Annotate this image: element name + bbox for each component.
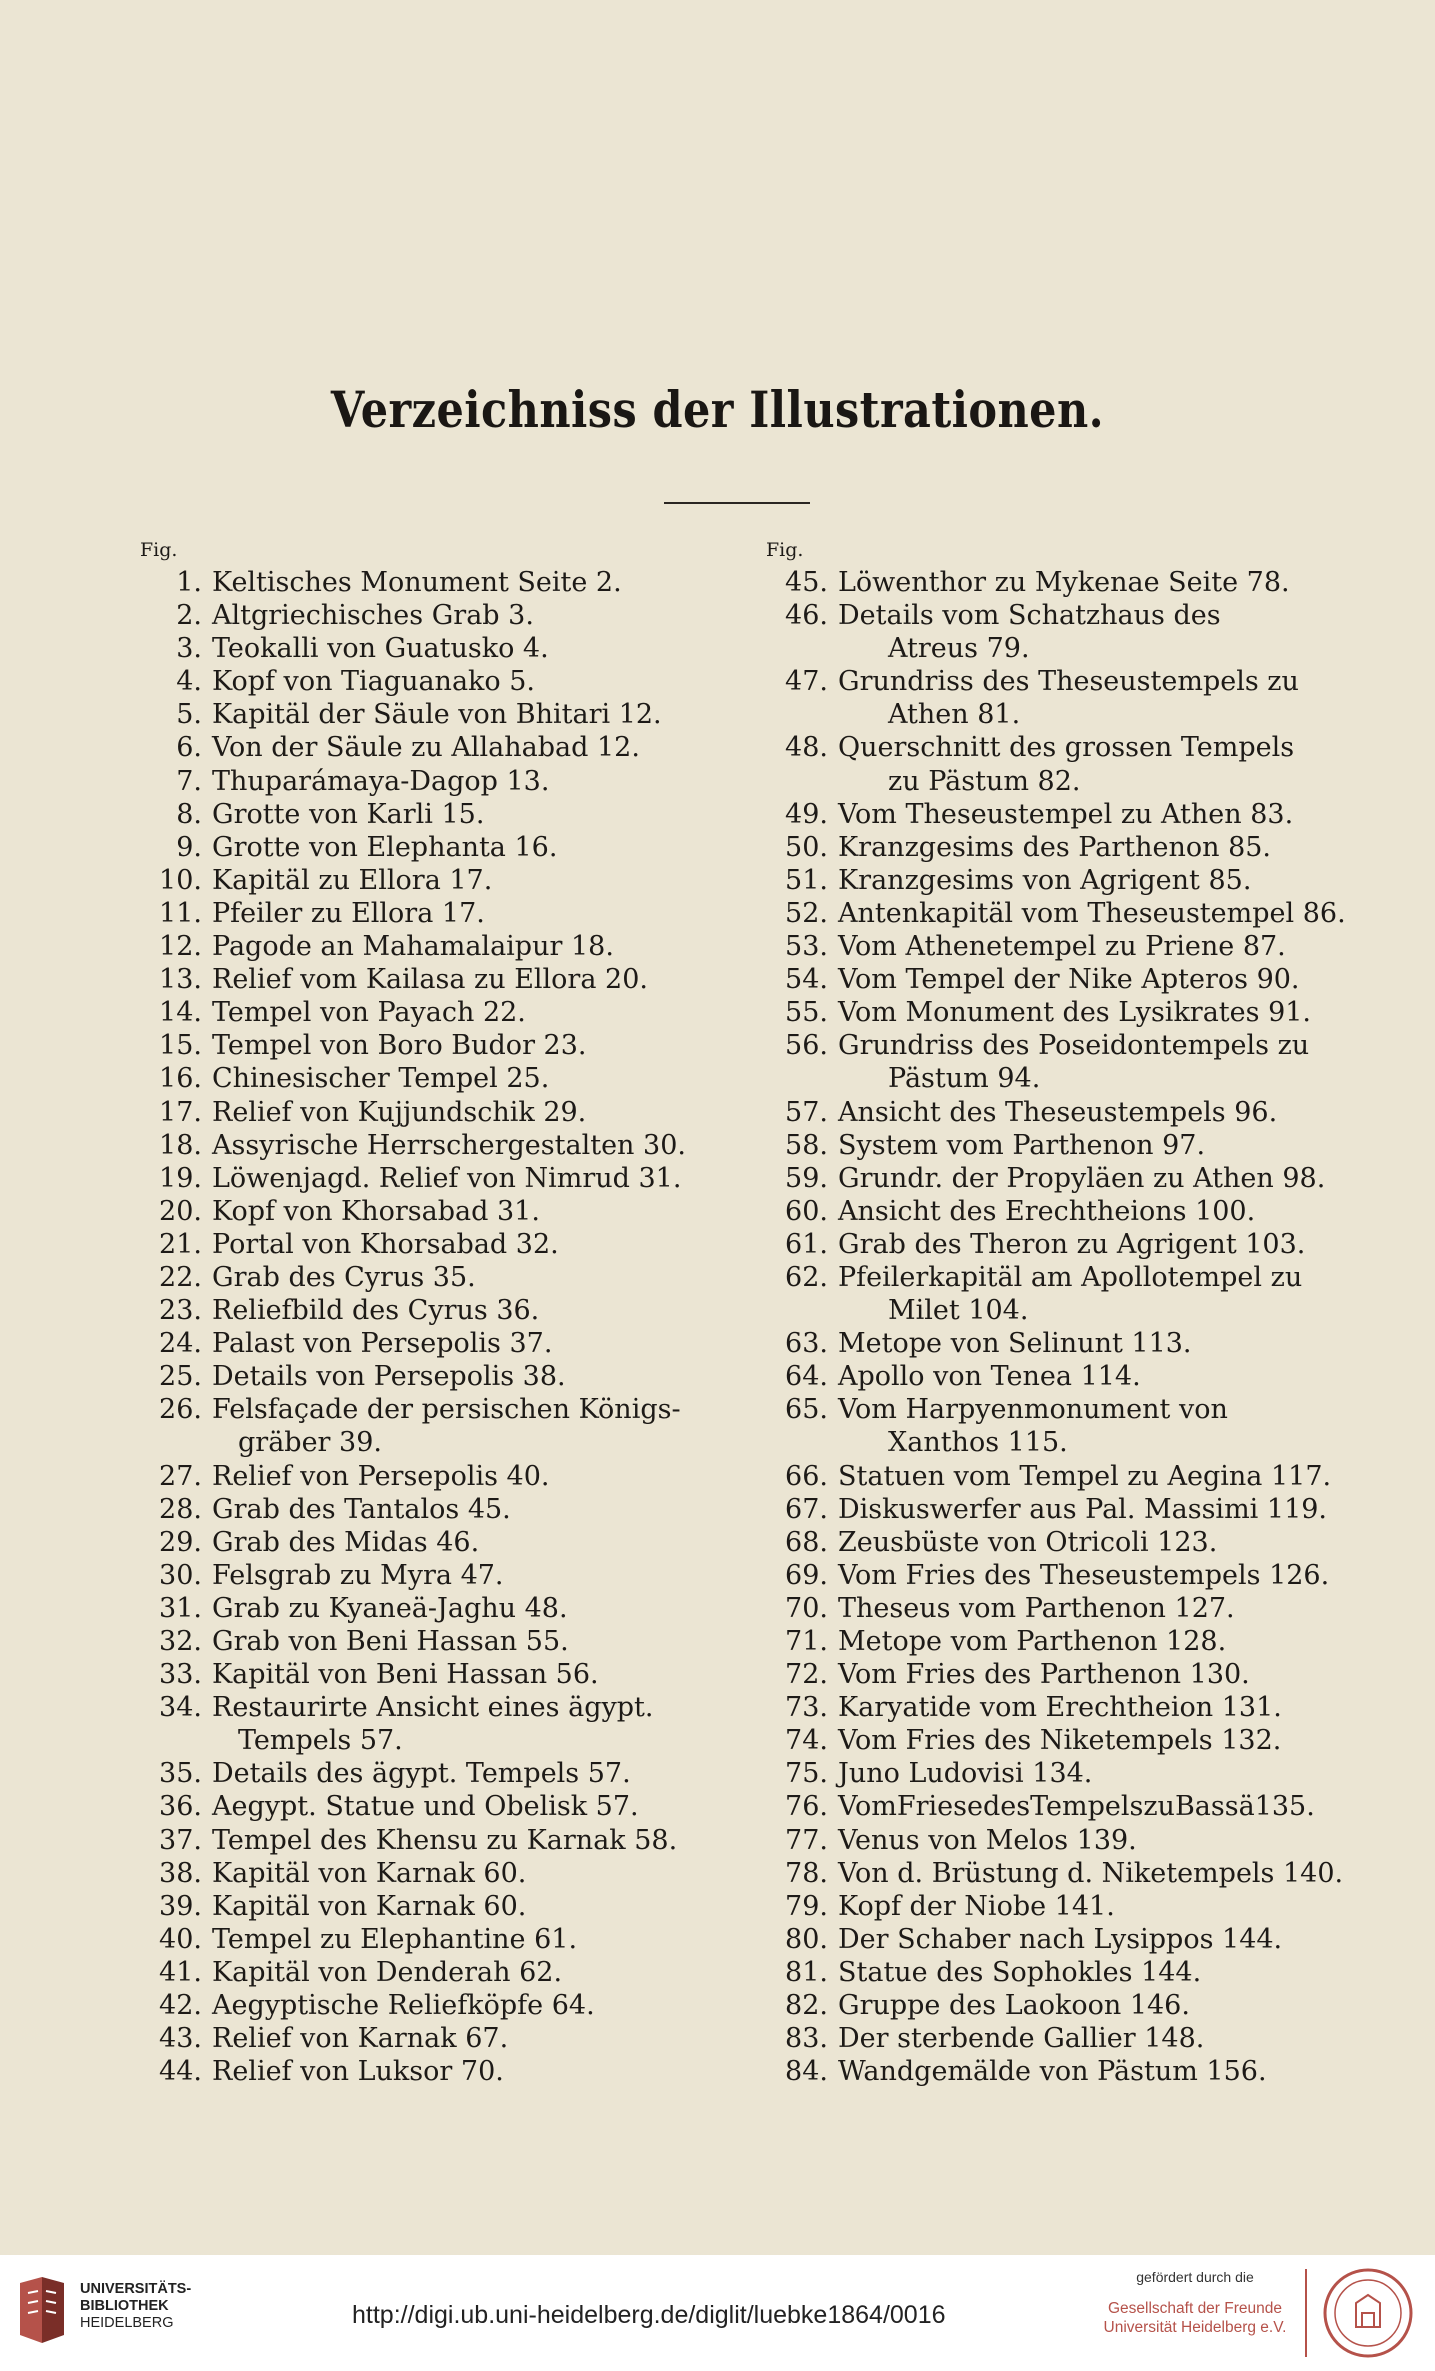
figure-number: 20. xyxy=(159,1195,202,1227)
figure-number: 5. xyxy=(176,699,202,731)
figure-number: 55. xyxy=(785,997,828,1029)
figure-number: 37. xyxy=(159,1824,202,1856)
figure-entry xyxy=(766,1724,1346,1757)
figure-number: 73. xyxy=(785,1692,828,1724)
figure-title: Vom Tempel der Nike Apteros 90. xyxy=(838,964,1300,996)
figure-entry xyxy=(766,1691,1346,1724)
figure-number: 63. xyxy=(785,1328,828,1360)
figure-entry xyxy=(766,864,1346,897)
figure-title: Theseus vom Parthenon 127. xyxy=(838,1592,1235,1624)
sponsor-divider xyxy=(1305,2269,1307,2357)
figure-number: 29. xyxy=(159,1526,202,1558)
figure-number: 33. xyxy=(159,1659,202,1691)
figure-title: Pfeiler zu Ellora 17. xyxy=(212,897,485,929)
figure-entry xyxy=(140,1658,730,1691)
figure-entry xyxy=(140,1989,730,2022)
figure-entry xyxy=(766,1757,1346,1790)
figure-number: 12. xyxy=(159,931,202,963)
fig-label-right: Fig. xyxy=(766,539,804,561)
figure-number: 43. xyxy=(159,2023,202,2055)
figure-number: 9. xyxy=(176,831,202,863)
figure-title: Altgriechisches Grab 3. xyxy=(212,600,534,632)
figure-number: 24. xyxy=(159,1328,202,1360)
figure-title: Details vom Schatzhaus des xyxy=(838,600,1221,632)
figure-entry xyxy=(140,1460,730,1493)
figure-title: Teokalli von Guatusko 4. xyxy=(212,633,549,665)
figure-number: 22. xyxy=(159,1261,202,1293)
university-library-logo-icon xyxy=(14,2273,70,2347)
figure-number: 23. xyxy=(159,1295,202,1327)
figure-number: 57. xyxy=(785,1096,828,1128)
university-seal-icon xyxy=(1322,2267,1414,2359)
figure-entry xyxy=(766,1195,1346,1228)
sponsor-block xyxy=(1100,2269,1290,2337)
figure-title: System vom Parthenon 97. xyxy=(838,1129,1206,1161)
figure-number: 40. xyxy=(159,1923,202,1955)
figure-title: Diskuswerfer aus Pal. Massimi 119. xyxy=(838,1493,1328,1525)
figure-entry xyxy=(766,1228,1346,1261)
figure-number: 80. xyxy=(785,1923,828,1955)
figure-title: Vom Fries des Theseustempels 126. xyxy=(838,1559,1330,1591)
figure-entry xyxy=(766,1989,1346,2022)
figure-title: Grundriss des Theseustempels zu xyxy=(838,666,1299,698)
figure-entry xyxy=(766,1129,1346,1162)
figure-entry xyxy=(140,798,730,831)
sponsor-line-2: Universität Heidelberg e.V. xyxy=(1103,2319,1287,2336)
figure-title: Aegypt. Statue und Obelisk 57. xyxy=(212,1791,639,1823)
figure-title: Tempel des Khensu zu Karnak 58. xyxy=(212,1824,678,1856)
right-column xyxy=(766,538,1346,2088)
figure-number: 66. xyxy=(785,1460,828,1492)
figure-number: 26. xyxy=(159,1394,202,1426)
title-rule xyxy=(664,502,810,504)
figure-title: Ansicht des Erechtheions 100. xyxy=(838,1195,1256,1227)
figure-title: Statuen vom Tempel zu Aegina 117. xyxy=(838,1460,1332,1492)
figure-number: 53. xyxy=(785,931,828,963)
figure-title-continuation: Xanthos 115. xyxy=(888,1427,1068,1459)
figure-number: 42. xyxy=(159,1990,202,2022)
figure-title: Vom Fries des Niketempels 132. xyxy=(838,1725,1282,1757)
figure-number: 14. xyxy=(159,997,202,1029)
figure-entry xyxy=(140,1526,730,1559)
figure-title: Grundr. der Propyläen zu Athen 98. xyxy=(838,1162,1326,1194)
figure-title: Thuparámaya-Dagop 13. xyxy=(212,765,550,797)
figure-title: Metope von Selinunt 113. xyxy=(838,1328,1192,1360)
figure-number: 74. xyxy=(785,1725,828,1757)
figure-number: 7. xyxy=(176,765,202,797)
figure-number: 79. xyxy=(785,1890,828,1922)
figure-entry xyxy=(766,1923,1346,1956)
figure-entry xyxy=(140,1857,730,1890)
figure-number: 46. xyxy=(785,600,828,632)
figure-number: 6. xyxy=(176,732,202,764)
figure-number: 45. xyxy=(785,567,828,598)
figure-title: Vom Monument des Lysikrates 91. xyxy=(838,997,1312,1029)
figure-number: 81. xyxy=(785,1956,828,1988)
figure-title: Vom Fries des Parthenon 130. xyxy=(838,1659,1250,1691)
figure-title: Wandgemälde von Pästum 156. xyxy=(838,2056,1267,2088)
figure-number: 67. xyxy=(785,1493,828,1525)
figure-number: 28. xyxy=(159,1493,202,1525)
figure-title: Ansicht des Theseustempels 96. xyxy=(838,1096,1278,1128)
figure-entry xyxy=(140,632,730,665)
figure-entry xyxy=(766,1493,1346,1526)
figure-title: Portal von Khorsabad 32. xyxy=(212,1228,559,1260)
figure-entry xyxy=(140,1592,730,1625)
figure-title: Antenkapitäl vom Theseustempel 86. xyxy=(838,897,1346,929)
figure-title: Grundriss des Poseidontempels zu xyxy=(838,1030,1310,1062)
figure-number: 21. xyxy=(159,1228,202,1260)
figure-entry xyxy=(140,1757,730,1790)
figure-number: 15. xyxy=(159,1030,202,1062)
figure-title: Restaurirte Ansicht eines ägypt. xyxy=(212,1692,654,1724)
figure-title: Vom Athenetempel zu Priene 87. xyxy=(838,931,1286,963)
figure-title: Löwenjagd. Relief von Nimrud 31. xyxy=(212,1162,682,1194)
sponsor-line-1: Gesellschaft der Freunde xyxy=(1107,2300,1283,2317)
figure-title: Palast von Persepolis 37. xyxy=(212,1328,553,1360)
figure-entry xyxy=(140,1062,730,1095)
figure-title: Keltisches Monument Seite 2. xyxy=(212,567,622,598)
figure-number: 76. xyxy=(785,1791,828,1823)
figure-title: Chinesischer Tempel 25. xyxy=(212,1063,550,1095)
figure-title: Karyatide vom Erechtheion 131. xyxy=(838,1692,1282,1724)
figure-number: 39. xyxy=(159,1890,202,1922)
figure-entry xyxy=(766,1261,1346,1294)
figure-entry xyxy=(140,1261,730,1294)
figure-number: 31. xyxy=(159,1592,202,1624)
figure-number: 54. xyxy=(785,964,828,996)
figure-title: Der sterbende Gallier 148. xyxy=(838,2023,1205,2055)
figure-title: Details von Persepolis 38. xyxy=(212,1361,566,1393)
figure-number: 17. xyxy=(159,1096,202,1128)
figure-number: 60. xyxy=(785,1195,828,1227)
uni-line-1: UNIVERSITÄTS- xyxy=(80,2281,192,2297)
figure-title: Von der Säule zu Allahabad 12. xyxy=(212,732,640,764)
figure-entry xyxy=(766,1162,1346,1195)
figure-title: Relief von Persepolis 40. xyxy=(212,1460,550,1492)
figure-entry xyxy=(766,1029,1346,1062)
figure-title: Grab des Tantalos 45. xyxy=(212,1493,511,1525)
figure-entry xyxy=(140,1923,730,1956)
figure-entry xyxy=(140,665,730,698)
figure-entry xyxy=(766,665,1346,698)
figure-entry xyxy=(140,765,730,798)
figure-entry xyxy=(766,1890,1346,1923)
figure-title: Kapitäl von Karnak 60. xyxy=(212,1857,527,1889)
figure-number: 52. xyxy=(785,897,828,929)
figure-number: 2. xyxy=(176,600,202,632)
figure-entry xyxy=(140,1162,730,1195)
figure-number: 69. xyxy=(785,1559,828,1591)
figure-entry xyxy=(766,731,1346,764)
figure-number: 35. xyxy=(159,1758,202,1790)
figure-entry xyxy=(140,1824,730,1857)
figure-entry xyxy=(766,1824,1346,1857)
figure-title-continuation: Milet 104. xyxy=(888,1295,1029,1327)
figure-number: 77. xyxy=(785,1824,828,1856)
figure-title: Von d. Brüstung d. Niketempels 140. xyxy=(838,1857,1344,1889)
figure-number: 68. xyxy=(785,1526,828,1558)
figure-title: Kopf der Niobe 141. xyxy=(838,1890,1115,1922)
figure-entry xyxy=(140,930,730,963)
figure-entry xyxy=(140,2022,730,2055)
figure-title: Pagode an Mahamalaipur 18. xyxy=(212,931,614,963)
footer-bar xyxy=(0,2255,1435,2371)
figure-entry xyxy=(140,1228,730,1261)
figure-title: Zeusbüste von Otricoli 123. xyxy=(838,1526,1218,1558)
figure-number: 18. xyxy=(159,1129,202,1161)
figure-title: Felsfaçade der persischen Königs- xyxy=(212,1394,681,1426)
figure-title: Venus von Melos 139. xyxy=(838,1824,1137,1856)
figure-number: 8. xyxy=(176,798,202,830)
figure-title: Metope vom Parthenon 128. xyxy=(838,1626,1227,1657)
figure-entry xyxy=(766,1790,1346,1823)
figure-entry xyxy=(766,1956,1346,1989)
figure-title: Tempel von Boro Budor 23. xyxy=(212,1030,587,1062)
fig-label-left: Fig. xyxy=(140,539,178,561)
figure-entry xyxy=(766,1327,1346,1360)
figure-title: Vom Harpyenmonument von xyxy=(838,1394,1228,1426)
figure-title: Grab des Midas 46. xyxy=(212,1526,480,1558)
figure-title: Tempel von Payach 22. xyxy=(212,997,526,1029)
figure-entry xyxy=(140,1691,730,1724)
uni-line-3: HEIDELBERG xyxy=(80,2315,174,2331)
figure-entry xyxy=(140,599,730,632)
figure-number: 36. xyxy=(159,1791,202,1823)
figure-title: Aegyptische Reliefköpfe 64. xyxy=(212,1990,595,2022)
figure-title: Grab zu Kyaneä-Jaghu 48. xyxy=(212,1592,568,1624)
figure-entry xyxy=(766,2055,1346,2088)
figure-number: 70. xyxy=(785,1592,828,1624)
figure-number: 58. xyxy=(785,1129,828,1161)
figure-title: Relief von Karnak 67. xyxy=(212,2023,509,2055)
figure-entry xyxy=(766,1857,1346,1890)
figure-number: 50. xyxy=(785,831,828,863)
figure-title: VomFriesedesTempelszuBassä135. xyxy=(838,1791,1315,1823)
figure-entry xyxy=(766,1592,1346,1625)
figure-number: 4. xyxy=(176,666,202,698)
university-library-name xyxy=(80,2281,191,2332)
figure-number: 82. xyxy=(785,1990,828,2022)
figure-title: Gruppe des Laokoon 146. xyxy=(838,1990,1190,2022)
figure-title-continuation: Atreus 79. xyxy=(888,633,1030,665)
figure-entry xyxy=(766,599,1346,632)
figure-number: 59. xyxy=(785,1162,828,1194)
figure-number: 11. xyxy=(159,897,202,929)
figure-number: 64. xyxy=(785,1361,828,1393)
figure-title-continuation: Athen 81. xyxy=(888,699,1021,731)
figure-title: Assyrische Herrschergestalten 30. xyxy=(212,1129,686,1161)
figure-entry xyxy=(140,1890,730,1923)
figure-number: 71. xyxy=(785,1626,828,1657)
figure-title: Kranzgesims des Parthenon 85. xyxy=(838,831,1272,863)
figure-entry xyxy=(766,897,1346,930)
figure-entry xyxy=(140,1029,730,1062)
figure-title: Vom Theseustempel zu Athen 83. xyxy=(838,798,1294,830)
figure-title: Kapitäl zu Ellora 17. xyxy=(212,864,493,896)
figure-number: 51. xyxy=(785,864,828,896)
figure-number: 32. xyxy=(159,1626,202,1657)
permalink-url[interactable]: http://digi.ub.uni-heidelberg.de/diglit/luebke1864/0016 xyxy=(352,2301,946,2329)
figure-number: 72. xyxy=(785,1659,828,1691)
figure-title: Juno Ludovisi 134. xyxy=(838,1758,1093,1790)
figure-title: Löwenthor zu Mykenae Seite 78. xyxy=(838,567,1290,598)
figure-title: Kapitäl von Denderah 62. xyxy=(212,1956,563,1988)
figure-number: 25. xyxy=(159,1361,202,1393)
figure-entry xyxy=(140,1956,730,1989)
figure-entry xyxy=(140,1393,730,1426)
figure-number: 56. xyxy=(785,1030,828,1062)
figure-entry xyxy=(140,1360,730,1393)
figure-title: Pfeilerkapitäl am Apollotempel zu xyxy=(838,1261,1303,1293)
figure-title: Relief vom Kailasa zu Ellora 20. xyxy=(212,964,648,996)
figure-title: Grab von Beni Hassan 55. xyxy=(212,1626,569,1657)
figure-number: 30. xyxy=(159,1559,202,1591)
figure-number: 27. xyxy=(159,1460,202,1492)
figure-title: Grab des Theron zu Agrigent 103. xyxy=(838,1228,1306,1260)
figure-entry xyxy=(140,566,730,599)
figure-entry xyxy=(140,1195,730,1228)
figure-entry xyxy=(766,566,1346,599)
figure-entry xyxy=(766,1559,1346,1592)
figure-number: 47. xyxy=(785,666,828,698)
figure-number: 84. xyxy=(785,2056,828,2088)
figure-title: Kopf von Tiaguanako 5. xyxy=(212,666,535,698)
figure-title: Statue des Sophokles 144. xyxy=(838,1956,1202,1988)
figure-entry xyxy=(766,963,1346,996)
figure-number: 61. xyxy=(785,1228,828,1260)
figure-number: 16. xyxy=(159,1063,202,1095)
figure-entry xyxy=(140,1559,730,1592)
figure-title-continuation: gräber 39. xyxy=(238,1427,382,1459)
figure-title: Kapitäl von Beni Hassan 56. xyxy=(212,1659,599,1691)
figure-number: 38. xyxy=(159,1857,202,1889)
figure-entry xyxy=(140,698,730,731)
figure-entry xyxy=(140,1129,730,1162)
figure-title: Kapitäl der Säule von Bhitari 12. xyxy=(212,699,662,731)
figure-entry xyxy=(766,1360,1346,1393)
figure-entry xyxy=(766,831,1346,864)
left-column xyxy=(140,538,730,2088)
figure-title: Tempel zu Elephantine 61. xyxy=(212,1923,578,1955)
figure-number: 41. xyxy=(159,1956,202,1988)
figure-entry xyxy=(140,2055,730,2088)
figure-title: Felsgrab zu Myra 47. xyxy=(212,1559,504,1591)
page-title: Verzeichniss der Illustrationen. xyxy=(330,380,1105,439)
uni-line-2: BIBLIOTHEK xyxy=(80,2298,169,2314)
figure-title: Relief von Kujjundschik 29. xyxy=(212,1096,587,1128)
figure-entry xyxy=(140,963,730,996)
figure-entry xyxy=(140,1294,730,1327)
figure-title: Reliefbild des Cyrus 36. xyxy=(212,1295,540,1327)
sponsor-name xyxy=(1100,2299,1290,2337)
figure-entry xyxy=(766,1526,1346,1559)
figure-number: 34. xyxy=(159,1692,202,1724)
figure-entry xyxy=(766,2022,1346,2055)
figure-number: 65. xyxy=(785,1394,828,1426)
figure-entry xyxy=(140,1625,730,1658)
figure-entry xyxy=(140,996,730,1029)
figure-title: Kapitäl von Karnak 60. xyxy=(212,1890,527,1922)
figure-title: Apollo von Tenea 114. xyxy=(838,1361,1141,1393)
figure-number: 1. xyxy=(176,567,202,598)
sponsor-intro: gefördert durch die xyxy=(1136,2269,1254,2285)
figure-entry xyxy=(140,864,730,897)
figure-entry xyxy=(140,731,730,764)
figure-title: Grab des Cyrus 35. xyxy=(212,1261,476,1293)
figure-number: 44. xyxy=(159,2056,202,2088)
figure-title: Details des ägypt. Tempels 57. xyxy=(212,1758,631,1790)
figure-title: Relief von Luksor 70. xyxy=(212,2056,504,2088)
figure-title: Der Schaber nach Lysippos 144. xyxy=(838,1923,1283,1955)
figure-entry xyxy=(766,1393,1346,1426)
figure-entry xyxy=(140,1096,730,1129)
figure-entry xyxy=(766,996,1346,1029)
figure-number: 49. xyxy=(785,798,828,830)
figure-entry xyxy=(140,1493,730,1526)
figure-title-continuation: Pästum 94. xyxy=(888,1063,1041,1095)
figure-title-continuation: zu Pästum 82. xyxy=(888,765,1081,797)
figure-title: Kopf von Khorsabad 31. xyxy=(212,1195,540,1227)
figure-entry xyxy=(766,1460,1346,1493)
figure-title: Grotte von Elephanta 16. xyxy=(212,831,558,863)
figure-number: 75. xyxy=(785,1758,828,1790)
figure-entry xyxy=(766,1096,1346,1129)
figure-title: Querschnitt des grossen Tempels xyxy=(838,732,1295,764)
figure-entry xyxy=(140,831,730,864)
figure-entry xyxy=(766,1625,1346,1658)
figure-title-continuation: Tempels 57. xyxy=(238,1725,403,1757)
figure-number: 83. xyxy=(785,2023,828,2055)
figure-entry xyxy=(766,1658,1346,1691)
figure-entry xyxy=(140,1327,730,1360)
figure-title: Kranzgesims von Agrigent 85. xyxy=(838,864,1252,896)
figure-number: 3. xyxy=(176,633,202,665)
figure-title: Grotte von Karli 15. xyxy=(212,798,485,830)
figure-number: 13. xyxy=(159,964,202,996)
figure-number: 78. xyxy=(785,1857,828,1889)
figure-number: 48. xyxy=(785,732,828,764)
figure-number: 10. xyxy=(159,864,202,896)
figure-entry xyxy=(140,1790,730,1823)
figure-entry xyxy=(766,930,1346,963)
figure-entry xyxy=(766,798,1346,831)
figure-number: 19. xyxy=(159,1162,202,1194)
figure-number: 62. xyxy=(785,1261,828,1293)
figure-entry xyxy=(140,897,730,930)
